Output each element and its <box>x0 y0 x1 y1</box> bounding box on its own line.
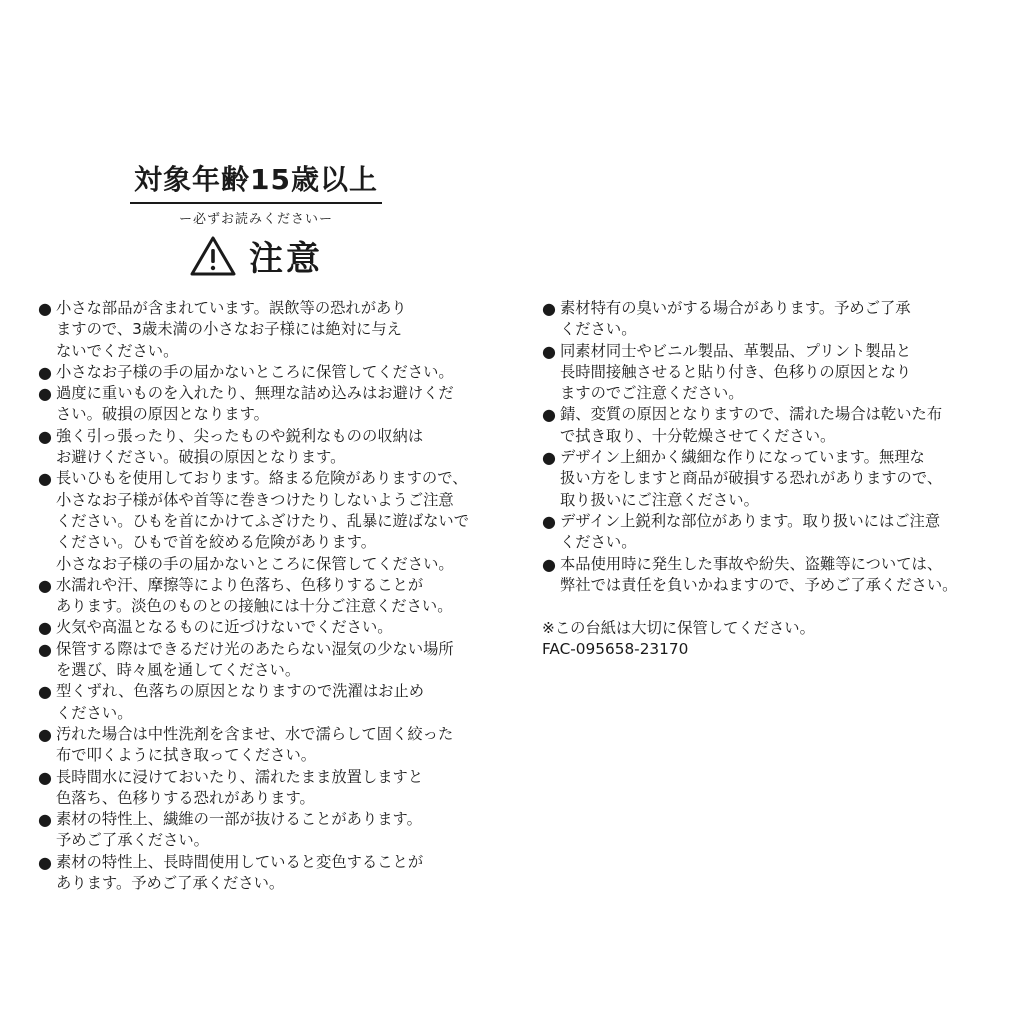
caution-item <box>38 767 490 810</box>
caution-item <box>38 617 490 638</box>
age-title: 対象年齢15歳以上 <box>130 158 382 204</box>
caution-text: 火気や高温となるものに近づけないでください。 <box>56 618 393 637</box>
bullet-icon: ● <box>38 682 52 702</box>
caution-item <box>38 639 490 682</box>
caution-item <box>38 852 490 895</box>
caution-text: 小さなお子様の手の届かないところに保管してください。 <box>56 362 454 381</box>
bullet-icon: ● <box>38 362 52 382</box>
caution-item <box>38 809 490 852</box>
caution-item <box>542 404 998 447</box>
keep-card-note: ※この台紙は大切に保管してください。 <box>542 619 815 638</box>
bullet-icon: ● <box>542 554 556 574</box>
bullet-icon: ● <box>542 448 556 468</box>
bullet-icon: ● <box>38 767 52 787</box>
bullet-icon: ● <box>542 405 556 425</box>
caution-text: 長時間水に浸けておいたり、濡れたまま放置しますと 色落ち、色移りする恐れがあります。 <box>56 767 424 807</box>
bullet-icon: ● <box>38 469 52 489</box>
caution-item <box>38 383 490 426</box>
caution-title: 注意 <box>249 239 323 279</box>
caution-item <box>542 341 998 405</box>
bullet-icon: ● <box>38 384 52 404</box>
caution-text: 同素材同士やビニル製品、革製品、プリント製品と 長時間接触させると貼り付き、色移りの原因となり ますのでご注意ください。 <box>560 341 912 403</box>
caution-text: 水濡れや汗、摩擦等により色落ち、色移りすることが あります。淡色のものとの接触には十分ご注意ください。 <box>56 575 453 616</box>
caution-text: 強く引っ張ったり、尖ったものや鋭利なものの収納は お避けください。破損の原因となります。 <box>56 426 424 467</box>
caution-text: 保管する際はできるだけ光のあたらない湿気の少ない場所 を選び、時々風を通してください。 <box>56 639 454 680</box>
caution-text: 長いひもを使用しております。絡まる危険がありますので、 小さなお子様が体や首等に巻きつけたりしないようご注意 ください。ひもを首にかけてふざけたり、乱暴に遊ばないで ください。ひもで首を絞める危険があります。 小さなお子様の手の届かないところに保管してください。 <box>56 469 470 573</box>
warning-triangle-icon <box>189 235 237 277</box>
bullet-icon: ● <box>542 341 556 361</box>
bullet-icon: ● <box>38 575 52 595</box>
caution-item <box>542 447 998 511</box>
caution-heading <box>130 231 382 280</box>
caution-item <box>38 426 490 469</box>
caution-text: 素材特有の臭いがする場合があります。予めご了承 ください。 <box>560 299 911 339</box>
caution-item <box>38 724 490 767</box>
product-code: FAC-095658-23170 <box>542 640 689 659</box>
caution-item <box>38 575 490 618</box>
left-caution-list <box>38 298 490 894</box>
header <box>130 158 382 280</box>
caution-text: 汚れた場合は中性洗剤を含ませ、水で濡らして固く絞った 布で叩くように拭き取ってください。 <box>56 724 454 765</box>
caution-text: 錆、変質の原因となりますので、濡れた場合は乾いた布 で拭き取り、十分乾燥させてください。 <box>560 405 943 445</box>
bullet-icon: ● <box>38 426 52 446</box>
caution-text: 小さな部品が含まれています。誤飲等の恐れがあり ますので、3歳未満の小さなお子様には絶対に与え ないでください。 <box>56 299 407 360</box>
caution-text: 過度に重いものを入れたり、無理な詰め込みはお避けくだ さい。破損の原因となります。 <box>56 384 454 424</box>
bullet-icon: ● <box>38 852 52 872</box>
read-notice-subtitle: ー必ずお読みくださいー <box>178 212 333 227</box>
right-caution-list <box>542 298 998 596</box>
caution-item <box>542 511 998 554</box>
caution-text: デザイン上鋭利な部位があります。取り扱いにはご注意 ください。 <box>560 511 941 552</box>
right-column <box>542 298 998 661</box>
caution-text: 素材の特性上、長時間使用していると変色することが あります。予めご了承ください。 <box>56 852 424 893</box>
caution-item <box>38 468 490 574</box>
caution-text: 素材の特性上、繊維の一部が抜けることがあります。 予めご了承ください。 <box>56 810 422 850</box>
bullet-icon: ● <box>542 299 556 318</box>
caution-text: 型くずれ、色落ちの原因となりますので洗濯はお止め ください。 <box>56 682 425 722</box>
caution-item <box>542 554 998 597</box>
caution-item <box>38 681 490 724</box>
caution-text: 本品使用時に発生した事故や紛失、盗難等については、 弊社では責任を負いかねますので、予めご了承ください。 <box>560 554 958 594</box>
bullet-icon: ● <box>38 639 52 659</box>
bullet-icon: ● <box>38 618 52 638</box>
caution-text: デザイン上細かく繊細な作りになっています。無理な 扱い方をしますと商品が破損する恐れがありますので、 取り扱いにご注意ください。 <box>560 448 943 509</box>
caution-item <box>38 362 490 383</box>
caution-item <box>38 298 490 362</box>
bullet-icon: ● <box>542 511 556 531</box>
bullet-icon: ● <box>38 724 52 744</box>
bullet-icon: ● <box>38 810 52 830</box>
caution-item <box>542 298 998 341</box>
bullet-icon: ● <box>38 299 52 318</box>
